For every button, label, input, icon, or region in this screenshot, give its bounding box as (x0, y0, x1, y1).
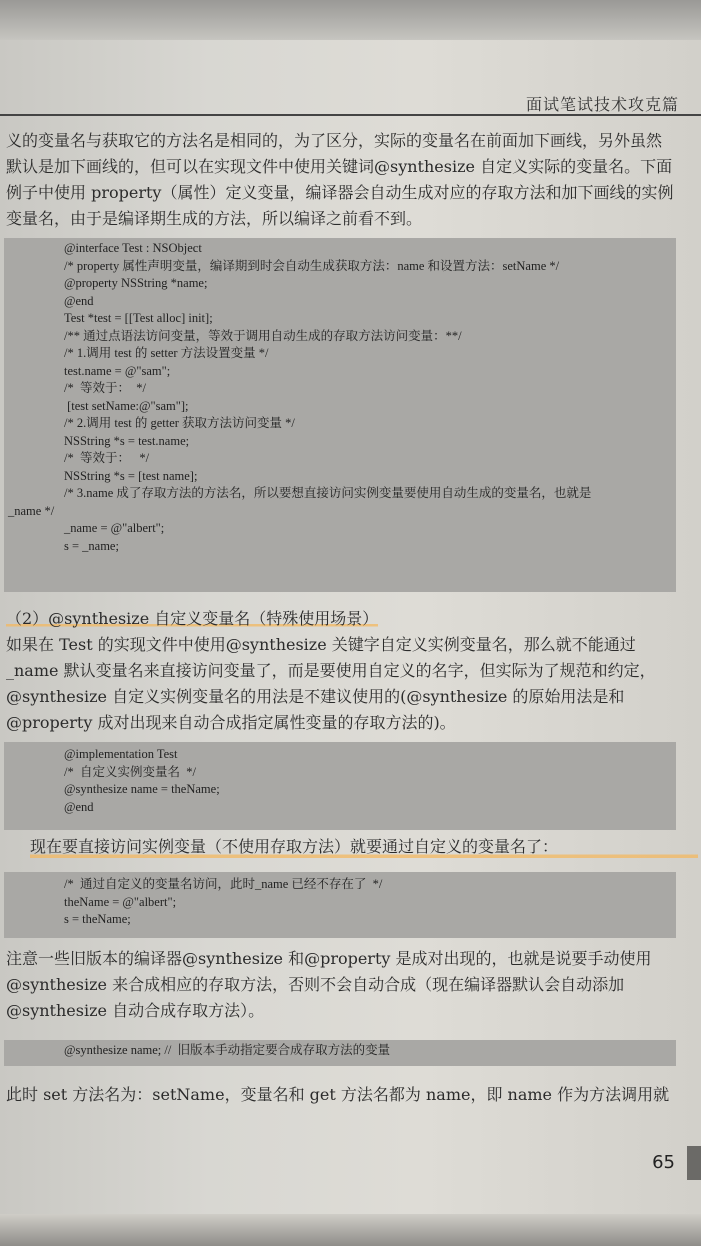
code-line: /* 等效于： */ (64, 381, 146, 395)
code-line: [test setName:@"sam"]; (64, 398, 189, 413)
code-line: @interface Test : NSObject (64, 241, 202, 255)
code-line: @synthesize name = theName; (64, 782, 220, 796)
photo-edge-bottom (0, 1214, 701, 1246)
running-header: 面试笔试技术攻克篇 (525, 95, 679, 114)
code-line: s = theName; (64, 912, 131, 926)
code-line: @end (64, 799, 94, 814)
code-line: @property NSString *name; (64, 276, 208, 290)
header-rule (0, 114, 701, 116)
code-line: /* 等效于： */ (64, 451, 150, 465)
code-line: NSString *s = [test name]; (64, 468, 198, 483)
code-line: _name = @"albert"; (64, 521, 165, 535)
code-line: _name */ (8, 503, 55, 518)
code-line: /* 1.调用 test 的 setter 方法设置变量 */ (64, 346, 269, 360)
code-line: /* 通过自定义的变量名访问，此时_name 已经不存在了 */ (64, 877, 383, 891)
photo-edge-top (0, 0, 701, 40)
code-line: @synthesize name; // 旧版本手动指定要合成存取方法的变量 (64, 1043, 391, 1057)
code-block-legacy (4, 1040, 676, 1066)
paragraph-synthesize (6, 606, 674, 736)
paragraph-intro: 义的变量名与获取它的方法名是相同的，为了区分，实际的变量名在前面加下画线，另外虽然默认是加下画线的，但可以在实现文件中使用关键词@synthesize 自定义实际的变量名。下面例子中使用 property（属性）定义变量，编译器会自动生成对应的存取方法和加下画线的实例变量名，由于是编译期生成的方法，所以编译之前看不到。 (6, 131, 674, 228)
paragraph-direct-access: 现在要直接访问实例变量（不使用存取方法）就要通过自定义的变量名了： (30, 834, 698, 860)
code-line: /** 通过点语法访问变量，等效于调用自动生成的存取方法访问变量：**/ (64, 328, 462, 343)
code-line: NSString *s = test.name; (64, 433, 190, 448)
code-line: @end (64, 293, 94, 308)
code-line: /* 自定义实例变量名 */ (64, 764, 196, 779)
code-line: test.name = @"sam"; (64, 363, 171, 378)
code-line: theName = @"albert"; (64, 894, 177, 909)
paragraph-body: 如果在 Test 的实现文件中使用@synthesize 关键字自定义实例变量名，那么就不能通过_name 默认变量名来直接访问变量了，而是要使用自定义的名字，但实际为了规范和约定，@synthesize 自定义实例变量名的用法是不建议使用的(@synthesize 的原始用法是和@property 成对出现来自动合成指定属性变量的存取方法的)。 (6, 635, 656, 732)
code-block-implementation (4, 742, 676, 830)
section-heading: （2）@synthesize 自定义变量名（特殊使用场景） (6, 609, 379, 628)
paragraph-old-compiler: 注意一些旧版本的编译器@synthesize 和@property 是成对出现的，也就是说要手动使用@synthesize 来合成相应的存取方法，否则不会自动合成（现在编译器默认会自动添加@synthesize 自动合成存取方法）。 (6, 949, 652, 1020)
code-line: /* property 属性声明变量，编译期到时会自动生成获取方法：name 和设置方法：setName */ (64, 258, 560, 273)
code-line: s = _name; (64, 538, 119, 553)
page-number: 65 (652, 1152, 675, 1173)
code-line: /* 2.调用 test 的 getter 获取方法访问变量 */ (64, 416, 295, 430)
page-edge-tab (687, 1146, 701, 1180)
code-line: @implementation Test (64, 747, 178, 761)
code-line: Test *test = [[Test alloc] init]; (64, 311, 213, 325)
code-block-property (4, 238, 676, 592)
code-block-custom-name (4, 872, 676, 938)
code-line: /* 3.name 成了存取方法的方法名，所以要想直接访问实例变量要使用自动生成的变量名，也就是 (64, 486, 592, 500)
paragraph-setter-note: 此时 set 方法名为：setName，变量名和 get 方法名都为 name，即 name 作为方法调用就 (6, 1085, 670, 1104)
